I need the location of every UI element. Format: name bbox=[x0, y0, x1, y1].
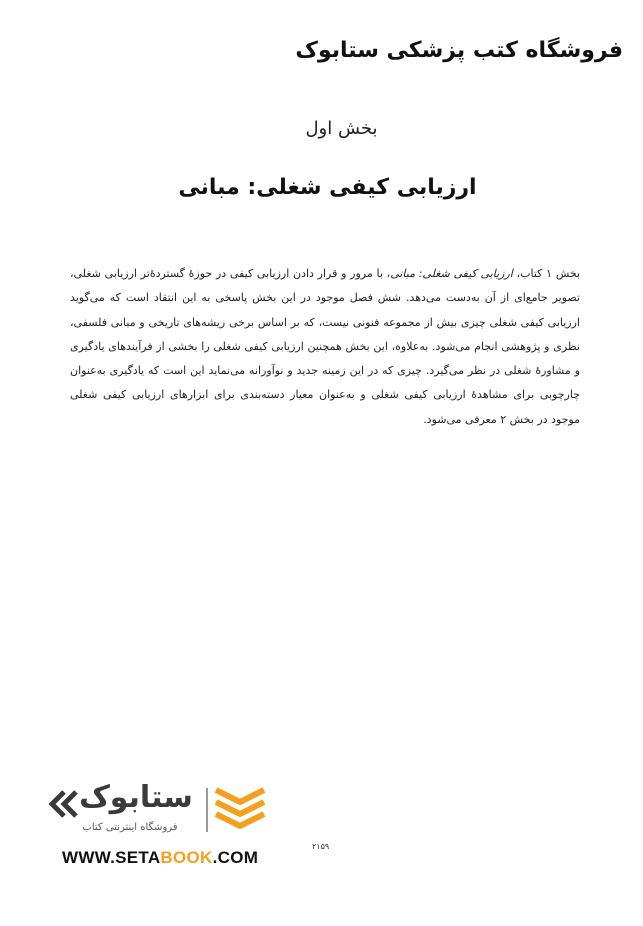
website-accent: BOOK bbox=[160, 848, 213, 867]
chapter-title bbox=[0, 175, 643, 200]
logo-tagline: فروشگاه اینترنتی کتاب bbox=[82, 822, 178, 833]
intro-italic-title: ارزیابی کیفی شغلی: مبانی bbox=[390, 267, 513, 280]
store-header: فروشگاه کتب پزشکی ستابوک bbox=[295, 38, 623, 63]
logo-brand-text: ستابوک bbox=[79, 780, 193, 815]
setabook-logo bbox=[46, 778, 276, 840]
chapter-title-text: ارزیابی کیفی شغلی: مبانی bbox=[178, 175, 477, 200]
section-label-text: بخش اول bbox=[305, 118, 378, 139]
paragraph-text: ، با مرور و قرار دادن ارزیابی کیفی در حوزهٔ گستردهٔ‌تر ارزیابی شغلی، تصویر جامع‌ای از آن به‌دست می‌دهد. شش فصل موجود در این بخش پاسخی به این انتقاد است که می‌گوید ارزیابی کیفی شغلی چیزی بیش از مجموعه فنونی نیست، که بر اساس برخی ریشه‌های تاریخی و مبانی فلسفی، نظری و پژوهشی انجام می‌شود. به‌علاوه، این بخش همچنین ارزیابی کیفی شغلی را بخشی از فرآیندهای یادگیری و مشاورهٔ شغلی در نظر می‌گیرد. چیزی که در این زمینه جدید و نوآورانه می‌نماید این است که یادگیری به‌عنوان چارچوبی برای مشاهدهٔ ارزیابی کیفی شغلی و به‌عنوان معیار دسته‌بندی برای ابزارهای ارزیابی کیفی شغلی موجود در بخش ۲ معرفی می‌شود. bbox=[70, 267, 580, 426]
website-url bbox=[62, 848, 258, 868]
website-suffix: .COM bbox=[212, 848, 259, 867]
website-prefix: WWW.SETA bbox=[62, 848, 161, 867]
section-label bbox=[0, 118, 643, 139]
intro-prefix: بخش ۱ کتاب، bbox=[512, 267, 581, 280]
body-paragraph bbox=[70, 262, 580, 432]
page-number: ۲۱۵۹ bbox=[312, 842, 330, 851]
